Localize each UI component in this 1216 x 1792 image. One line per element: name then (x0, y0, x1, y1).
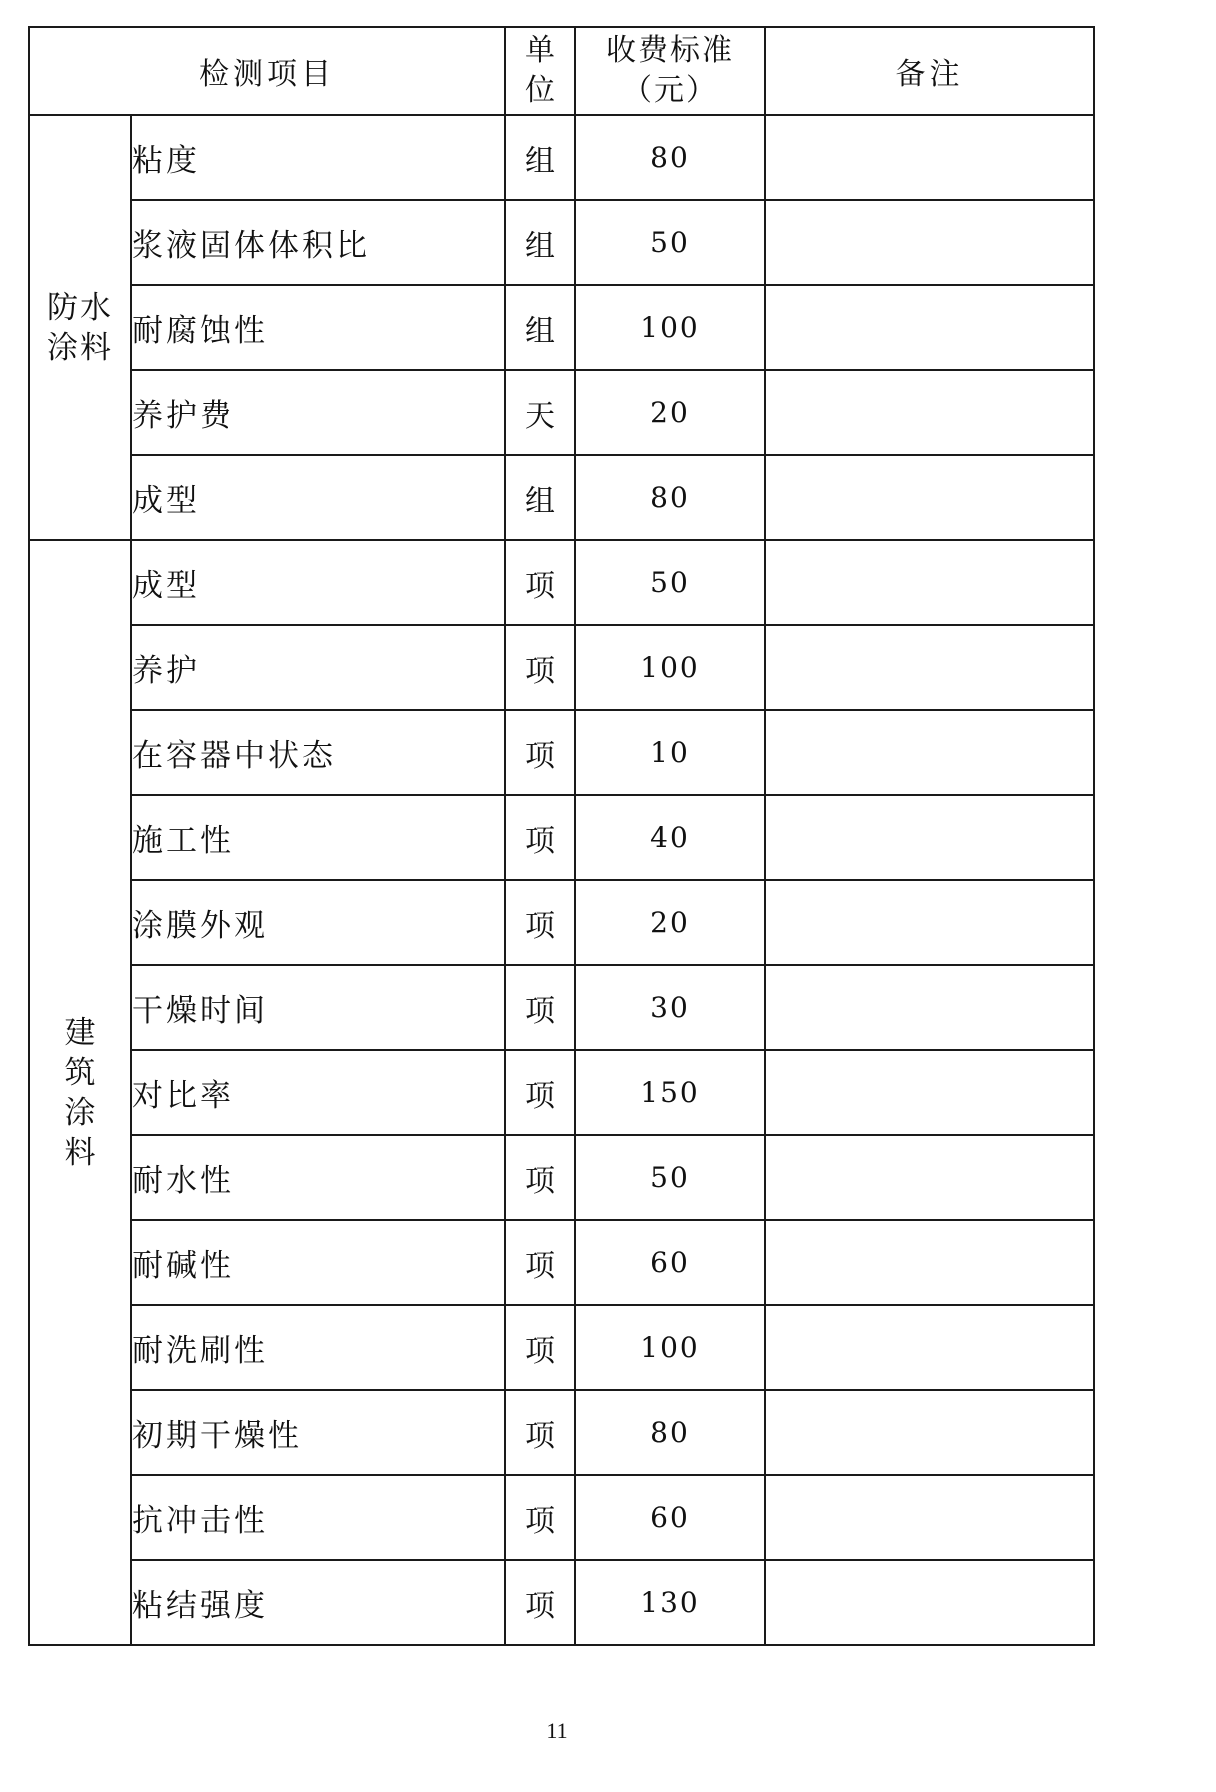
table-body (29, 115, 1094, 1645)
fee-schedule-table (28, 26, 1095, 1646)
item-fee: 130 (575, 1560, 765, 1645)
table-row (29, 1050, 1094, 1135)
header-note: 备注 (765, 27, 1094, 115)
item-note (765, 200, 1094, 285)
item-name: 耐腐蚀性 (131, 285, 505, 370)
item-fee: 50 (575, 200, 765, 285)
item-name: 抗冲击性 (131, 1475, 505, 1560)
item-fee: 100 (575, 1305, 765, 1390)
item-note (765, 115, 1094, 200)
item-name: 浆液固体体积比 (131, 200, 505, 285)
item-note (765, 1390, 1094, 1475)
item-fee: 50 (575, 540, 765, 625)
item-unit: 项 (505, 1475, 575, 1560)
item-name: 涂膜外观 (131, 880, 505, 965)
item-unit: 项 (505, 1220, 575, 1305)
item-note (765, 1220, 1094, 1305)
header-fee-line-2: （元） (622, 73, 718, 108)
item-fee: 10 (575, 710, 765, 795)
item-name: 初期干燥性 (131, 1390, 505, 1475)
table-row (29, 200, 1094, 285)
table-row (29, 370, 1094, 455)
item-unit: 天 (505, 370, 575, 455)
item-unit: 项 (505, 1560, 575, 1645)
table-row (29, 1560, 1094, 1645)
item-unit: 项 (505, 625, 575, 710)
item-note (765, 370, 1094, 455)
item-name: 成型 (131, 455, 505, 540)
table-row (29, 455, 1094, 540)
item-note (765, 285, 1094, 370)
table-row (29, 1220, 1094, 1305)
category-label: 建筑涂料 (64, 1014, 96, 1171)
item-note (765, 880, 1094, 965)
item-name: 干燥时间 (131, 965, 505, 1050)
item-fee: 20 (575, 370, 765, 455)
item-note (765, 795, 1094, 880)
item-note (765, 455, 1094, 540)
header-unit-line-2: 位 (525, 73, 555, 108)
item-fee: 30 (575, 965, 765, 1050)
table-row (29, 1135, 1094, 1220)
item-fee: 60 (575, 1475, 765, 1560)
item-fee: 50 (575, 1135, 765, 1220)
page-number: 11 (546, 1718, 568, 1743)
item-name: 养护费 (131, 370, 505, 455)
item-unit: 项 (505, 1390, 575, 1475)
item-note (765, 1305, 1094, 1390)
item-name: 粘度 (131, 115, 505, 200)
item-fee: 80 (575, 1390, 765, 1475)
item-name: 耐洗刷性 (131, 1305, 505, 1390)
header-row (29, 27, 1094, 115)
item-fee: 150 (575, 1050, 765, 1135)
table-row (29, 115, 1094, 200)
item-unit: 项 (505, 1050, 575, 1135)
item-name: 粘结强度 (131, 1560, 505, 1645)
item-name: 成型 (131, 540, 505, 625)
item-note (765, 965, 1094, 1050)
item-unit: 组 (505, 200, 575, 285)
table-row (29, 710, 1094, 795)
item-unit: 组 (505, 115, 575, 200)
item-fee: 100 (575, 285, 765, 370)
item-note (765, 625, 1094, 710)
table-row (29, 540, 1094, 625)
item-note (765, 1050, 1094, 1135)
table-row (29, 965, 1094, 1050)
item-fee: 20 (575, 880, 765, 965)
item-name: 施工性 (131, 795, 505, 880)
item-note (765, 1135, 1094, 1220)
item-name: 对比率 (131, 1050, 505, 1135)
item-fee: 40 (575, 795, 765, 880)
item-note (765, 1560, 1094, 1645)
table-row (29, 880, 1094, 965)
header-unit (505, 27, 575, 115)
item-unit: 项 (505, 965, 575, 1050)
category-label: 防水涂料 (47, 289, 113, 366)
table-row (29, 625, 1094, 710)
item-name: 养护 (131, 625, 505, 710)
item-unit: 项 (505, 795, 575, 880)
item-unit: 组 (505, 455, 575, 540)
item-unit: 项 (505, 880, 575, 965)
item-unit: 组 (505, 285, 575, 370)
item-fee: 100 (575, 625, 765, 710)
item-name: 耐碱性 (131, 1220, 505, 1305)
item-fee: 60 (575, 1220, 765, 1305)
table-row (29, 1305, 1094, 1390)
item-note (765, 710, 1094, 795)
table-row (29, 285, 1094, 370)
header-unit-line-1: 单 (525, 33, 555, 68)
table-row (29, 1475, 1094, 1560)
item-fee: 80 (575, 455, 765, 540)
item-unit: 项 (505, 1305, 575, 1390)
item-name: 在容器中状态 (131, 710, 505, 795)
item-name: 耐水性 (131, 1135, 505, 1220)
category-cell (29, 540, 131, 1645)
category-cell (29, 115, 131, 540)
table-row (29, 795, 1094, 880)
item-unit: 项 (505, 1135, 575, 1220)
item-unit: 项 (505, 540, 575, 625)
item-note (765, 540, 1094, 625)
table-row (29, 1390, 1094, 1475)
header-fee-line-1: 收费标准 (606, 33, 734, 68)
header-fee (575, 27, 765, 115)
item-unit: 项 (505, 710, 575, 795)
header-item: 检测项目 (29, 27, 505, 115)
item-note (765, 1475, 1094, 1560)
item-fee: 80 (575, 115, 765, 200)
